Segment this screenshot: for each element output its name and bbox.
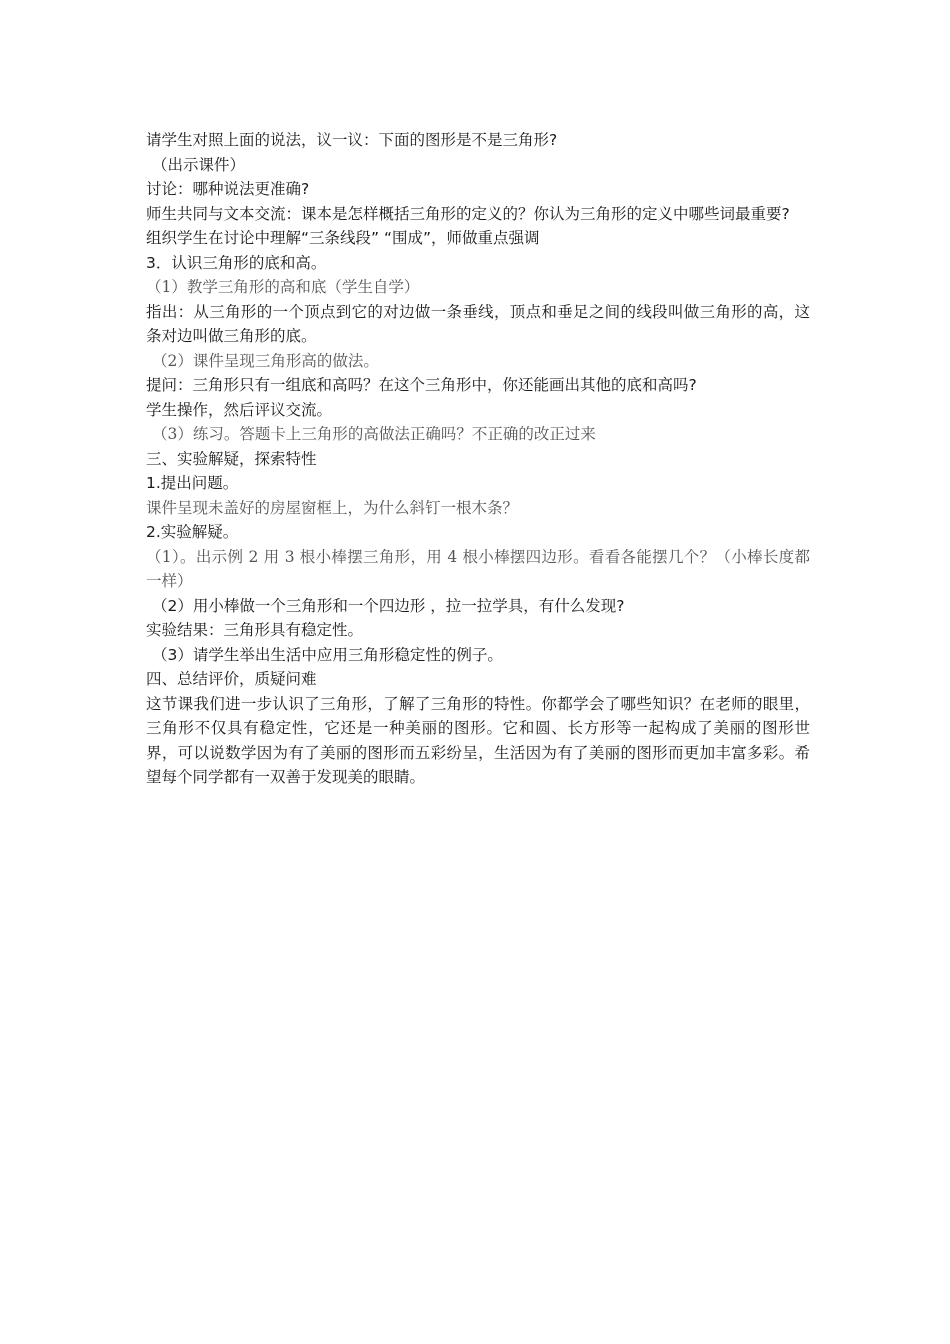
paragraph: 师生共同与文本交流：课本是怎样概括三角形的定义的？你认为三角形的定义中哪些词最重要? — [146, 204, 790, 223]
subsection-heading: 2.实验解疑。 — [146, 523, 239, 541]
paragraph: （1）。出示例 2 用 3 根小棒摆三角形，用 4 根小棒摆四边形。看看各能摆几个？（小棒长度都一样） — [146, 547, 810, 590]
paragraph: （2）课件呈现三角形高的做法。 — [152, 351, 379, 370]
section-heading: 3．认识三角形的底和高。 — [146, 253, 327, 272]
paragraph: 实验结果：三角形具有稳定性。 — [146, 621, 364, 639]
paragraph: （1）教学三角形的高和底（学生自学） — [146, 278, 420, 296]
paragraph: （2）用小棒做一个三角形和一个四边形 ，拉一拉学具，有什么发现? — [152, 596, 625, 615]
paragraph: 组织学生在讨论中理解“三条线段” “围成”，师做重点强调 — [146, 229, 540, 247]
paragraph: 学生操作，然后评议交流。 — [146, 400, 333, 419]
document-body — [146, 128, 810, 790]
paragraph: 讨论：哪种说法更准确? — [146, 180, 310, 198]
paragraph: （出示课件） — [152, 155, 246, 174]
section-heading: 三、实验解疑，探索特性 — [146, 449, 317, 468]
paragraph: 提问：三角形只有一组底和高吗？在这个三角形中，你还能画出其他的底和高吗? — [146, 376, 697, 394]
subsection-heading: 1.提出问题。 — [146, 474, 239, 492]
paragraph: 课件呈现未盖好的房屋窗框上，为什么斜钉一根木条？ — [146, 498, 519, 517]
section-heading: 四、总结评价，质疑问难 — [146, 670, 317, 688]
paragraph: 请学生对照上面的说法，议一议：下面的图形是不是三角形? — [146, 131, 558, 149]
paragraph: （3）练习。答题卡上三角形的高做法正确吗？不正确的改正过来 — [152, 425, 596, 443]
paragraph: 这节课我们进一步认识了三角形，了解了三角形的特性。你都学会了哪些知识？在老师的眼里，三角形不仅具有稳定性，它还是一种美丽的图形。它和圆、长方形等一起构成了美丽的图形世界，可以说数学因为有了美丽的图形而五彩纷呈，生活因为有了美丽的图形而更加丰富多彩。希望每个同学都有一双善于发现美的眼睛。 — [146, 694, 810, 786]
paragraph: 指出：从三角形的一个顶点到它的对边做一条垂线，顶点和垂足之间的线段叫做三角形的高，这条对边叫做三角形的底。 — [146, 302, 810, 345]
paragraph: （3）请学生举出生活中应用三角形稳定性的例子。 — [152, 645, 503, 664]
